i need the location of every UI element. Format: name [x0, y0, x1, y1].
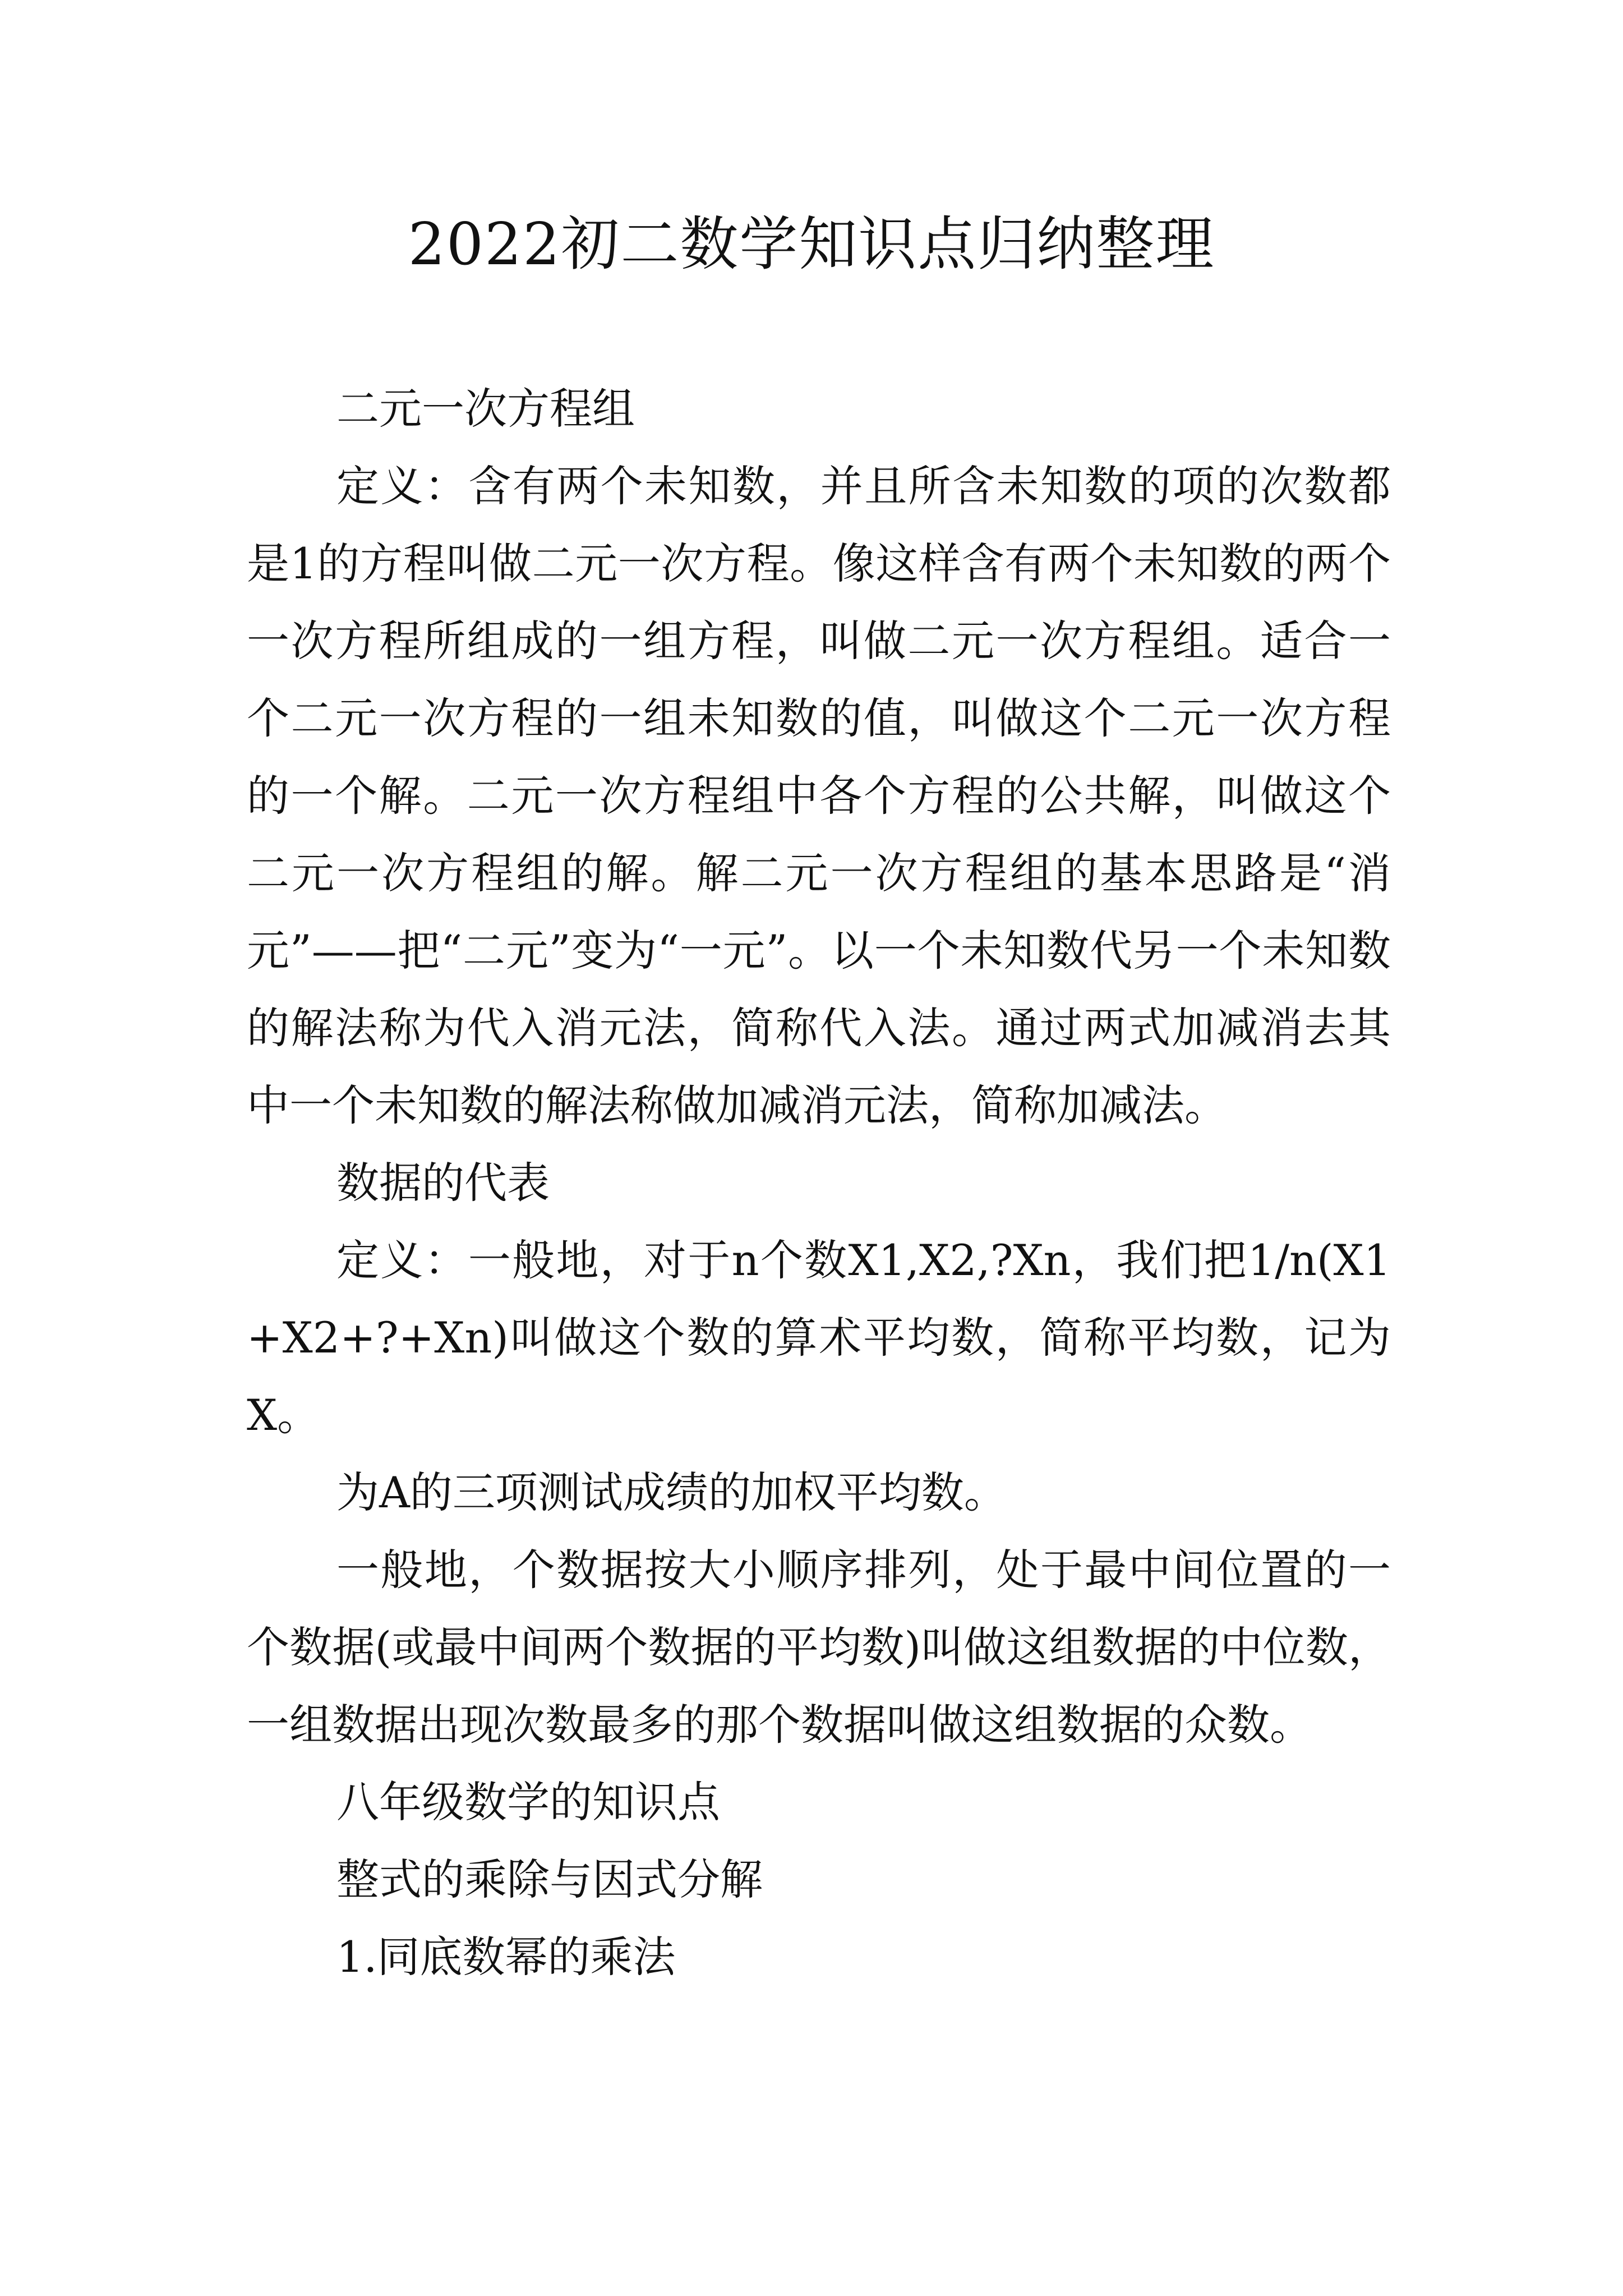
- paragraph-linear-equations-definition: 定义：含有两个未知数，并且所含未知数的项的次数都是1的方程叫做二元一次方程。像这样含有两个未知数的两个一次方程所组成的一组方程，叫做二元一次方程组。适合一个二元一次方程的一组未知数的值，叫做这个二元一次方程的一个解。二元一次方程组中各个方程的公共解，叫做这个二元一次方程组的解。解二元一次方程组的基本思路是“消元”——把“二元”变为“一元”。以一个未知数代另一个未知数的解法称为代入消元法，简称代入法。通过两式加减消去其中一个未知数的解法称做加减消元法，简称加减法。: [247, 461, 1391, 1130]
- section-heading-linear-equations: 二元一次方程组: [336, 384, 635, 434]
- document-title: 2022初二数学知识点归纳整理: [408, 210, 1215, 278]
- paragraph-weighted-mean: 为A的三项测试成绩的加权平均数。: [336, 1467, 1007, 1517]
- paragraph-mean-definition: 定义：一般地，对于n个数X1,X2,?Xn，我们把1/n(X1+X2+?+Xn)叫做这个数的算术平均数，简称平均数，记为X。: [247, 1235, 1391, 1440]
- section-heading-polynomial-factoring: 整式的乘除与因式分解: [336, 1855, 763, 1904]
- document-body: [247, 370, 1391, 1996]
- section-heading-grade8-math: 八年级数学的知识点: [336, 1777, 720, 1827]
- section-heading-power-multiplication: 1.同底数幂的乘法: [336, 1932, 676, 1982]
- section-heading-data-representatives: 数据的代表: [336, 1158, 550, 1208]
- paragraph-median-mode: 一般地，个数据按大小顺序排列，处于最中间位置的一个数据(或最中间两个数据的平均数)叫做这组数据的中位数，一组数据出现次数最多的那个数据叫做这组数据的众数。: [247, 1545, 1391, 1750]
